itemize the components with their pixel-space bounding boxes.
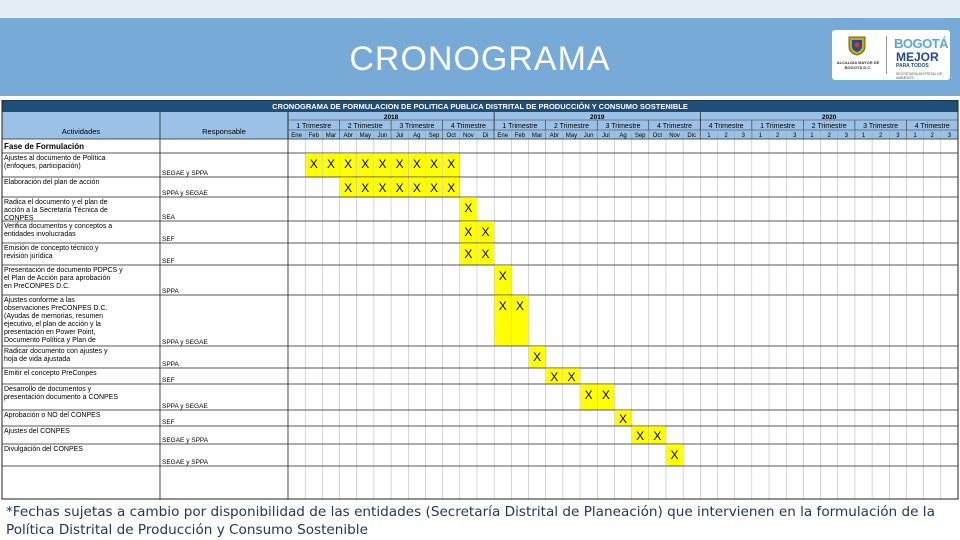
activity-text: observaciones PreCONPES D.C.	[4, 305, 108, 312]
activity-text: acción a la Secretaría Técnica de	[4, 207, 108, 214]
responsible-text: SPPA	[162, 288, 179, 295]
schedule-mark: X	[498, 299, 507, 313]
schedule-mark: X	[326, 157, 335, 171]
schedule-mark: X	[430, 181, 439, 195]
month-label: Ene	[291, 133, 302, 139]
month-label: Jul	[601, 133, 610, 139]
month-label: May	[359, 133, 371, 139]
month-label: 1	[758, 133, 763, 139]
logo-mejor: MEJOR	[896, 50, 939, 64]
schedule-mark: X	[481, 225, 490, 239]
schedule-mark: X	[584, 388, 593, 402]
schedule-mark: X	[344, 181, 353, 195]
schedule-mark: X	[378, 157, 387, 171]
responsible-text: SEA	[162, 214, 176, 221]
schedule-mark: X	[636, 429, 645, 443]
quarter-label: 3 Trimestre	[605, 123, 641, 130]
schedule-mark: X	[464, 201, 473, 215]
activity-text: Emisión de concepto técnico y	[4, 245, 99, 252]
responsible-text: SEF	[162, 258, 175, 265]
activity-text: Elaboración del plan de acción	[4, 179, 100, 186]
month-label: Abr	[343, 133, 353, 139]
quarter-label: 1 Trimestre	[502, 123, 538, 130]
quarter-label: 4 Trimestre	[450, 123, 486, 130]
responsible-text: SEGAE y SPPA	[162, 437, 209, 444]
quarter-label: 2 Trimestre	[811, 123, 847, 130]
quarter-label: 3 Trimestre	[399, 123, 435, 130]
month-label: Jul	[395, 133, 404, 139]
quarter-label: 3 Trimestre	[863, 123, 899, 130]
month-label: Sep	[634, 133, 646, 139]
month-label: 2	[827, 133, 831, 139]
schedule-mark: X	[515, 299, 524, 313]
schedule-mark: X	[653, 429, 662, 443]
month-label: Feb	[308, 133, 319, 139]
responsible-text: SEF	[162, 377, 175, 384]
schedule-mark: X	[464, 247, 473, 261]
schedule-mark: X	[498, 269, 507, 283]
month-label: 1	[913, 133, 917, 139]
month-label: 3	[896, 133, 900, 139]
activity-text: revisión jurídica	[4, 253, 53, 260]
month-label: 3	[844, 133, 849, 139]
month-label: Nov	[463, 133, 474, 139]
month-label: 2	[775, 133, 780, 139]
activity-text: Desarrollo de documentos y	[4, 386, 92, 393]
activity-text: Verifica documentos y conceptos a	[4, 223, 113, 230]
responsible-text: SEGAE y SPPA	[162, 170, 209, 177]
responsible-text: SEF	[162, 236, 175, 243]
activities-header: Actividades	[61, 127, 101, 136]
schedule-mark: X	[412, 157, 421, 171]
alcaldia-text: ALCALDÍA MAYOR DE BOGOTÁ D.C.	[836, 60, 880, 70]
schedule-mark: X	[447, 157, 456, 171]
responsible-text: SEGAE y SPPA	[162, 459, 209, 466]
schedule-sheet	[0, 100, 960, 500]
month-label: Oct	[446, 133, 456, 139]
month-label: Oct	[652, 133, 663, 139]
schedule-mark: X	[395, 157, 404, 171]
activity-text: presentación en Power Point,	[4, 329, 96, 336]
month-label: Jun	[377, 133, 388, 139]
month-label: 2	[930, 133, 934, 139]
quarter-label: 2 Trimestre	[347, 123, 383, 130]
table-title: CRONOGRAMA DE FORMULACION DE POLITICA PUBLICA DISTRITAL DE PRODUCCIÓN Y CONSUMO SOSTENIBLE	[272, 102, 688, 111]
activity-text: (enfoques, participación)	[4, 163, 81, 170]
responsible-text: SPPA	[162, 361, 179, 368]
quarter-label: 1 Trimestre	[760, 123, 796, 130]
month-label: Jun	[583, 133, 594, 139]
year-label: 2020	[821, 114, 837, 121]
schedule-mark: X	[618, 412, 628, 426]
month-label: Di	[482, 133, 489, 139]
activity-text: Radicar documento con ajustes y	[4, 348, 108, 355]
slide-title: CRONOGRAMA	[349, 40, 611, 78]
month-label: Mar	[325, 133, 337, 139]
bogota-logo	[832, 30, 950, 80]
month-label: 3	[793, 133, 797, 139]
quarter-label: 4 Trimestre	[914, 123, 950, 130]
month-label: 2	[879, 133, 883, 139]
logo-secretaria: SECRETARÍA DISTRITAL DE AMBIENTE	[896, 72, 943, 80]
month-label: Mar	[531, 133, 543, 139]
schedule-mark: X	[361, 181, 370, 195]
activity-text: Presentación de documento PDPCS y	[4, 267, 123, 274]
responsible-text: SPPA y SEGAE	[162, 190, 208, 197]
activity-text: ejecutivo, el plan de acción y la	[4, 321, 101, 328]
month-label: 2	[724, 133, 728, 139]
responsible-header: Responsable	[202, 127, 246, 136]
responsible-text: SEF	[162, 419, 175, 426]
schedule-mark: X	[464, 225, 473, 239]
schedule-mark: X	[344, 157, 353, 171]
month-label: 1	[810, 133, 814, 139]
logo-bogota: BOGOTÁ	[894, 36, 949, 51]
year-label: 2018	[383, 114, 399, 121]
responsible-text: SPPA y SEGAE	[162, 339, 208, 346]
schedule-mark: X	[378, 181, 387, 195]
month-label: Sep	[428, 133, 440, 139]
schedule-mark: X	[567, 370, 576, 384]
schedule-mark: X	[361, 157, 370, 171]
schedule-table	[0, 100, 960, 500]
activity-text: Ajustes del CONPES	[4, 428, 70, 435]
month-label: 1	[861, 133, 866, 139]
schedule-mark: X	[309, 157, 318, 171]
activity-text: CONPES	[4, 215, 34, 222]
month-label: Nov	[669, 133, 680, 139]
activity-text: entidades involucradas	[4, 231, 76, 238]
activity-text: hoja de vida ajustada	[4, 356, 71, 363]
schedule-mark: X	[412, 181, 421, 195]
logo-para-todos: PARA TODOS	[896, 63, 929, 69]
activity-text: el Plan de Acción para aprobación	[4, 275, 111, 282]
coat-of-arms-icon	[846, 34, 868, 56]
month-label: Abr	[549, 133, 559, 139]
schedule-mark: X	[430, 157, 439, 171]
activity-text: Documento Política y Plan de	[4, 337, 96, 344]
activity-text: presentación documento a CONPES	[4, 394, 119, 401]
quarter-label: 1 Trimestre	[296, 123, 332, 130]
schedule-mark: X	[670, 448, 679, 462]
activity-text: (Ayudas de memorias, resumen	[4, 313, 104, 320]
month-label: May	[565, 133, 578, 139]
schedule-mark: X	[447, 181, 456, 195]
schedule-mark: X	[395, 181, 404, 195]
top-strip	[0, 0, 960, 18]
table-border	[2, 100, 958, 499]
activity-text: en PreCONPES D.C.	[4, 283, 71, 290]
month-label: 3	[741, 133, 745, 139]
month-label: Ag	[413, 133, 421, 139]
schedule-mark: X	[601, 388, 610, 402]
logo-divider	[886, 36, 887, 74]
schedule-mark: X	[533, 350, 542, 364]
schedule-mark: X	[550, 370, 559, 384]
activity-text: Aprobación o NO del CONPES	[4, 412, 101, 419]
activity-text: Ajustes conforme a las	[4, 297, 75, 304]
month-label: Ene	[497, 133, 509, 139]
quarter-label: 4 Trimestre	[657, 123, 693, 130]
month-label: Ag	[619, 133, 627, 139]
year-label: 2019	[589, 114, 605, 121]
month-label: 3	[947, 133, 952, 139]
footnote: *Fechas sujetas a cambio por disponibilidad de las entidades (Secretaría Distrital de Planeación) que intervienen en la formulación de la Política Distrital de Producción y Consumo Sostenible	[6, 504, 935, 538]
quarter-label: 2 Trimestre	[553, 123, 589, 130]
phase-label: Fase de Formulación	[4, 142, 85, 151]
month-label: Feb	[514, 133, 526, 139]
responsible-text: SPPA y SEGAE	[162, 403, 208, 410]
activity-text: Ajustes al documento de Política	[4, 155, 106, 162]
month-label: 1	[707, 133, 711, 139]
activity-text: Emitir el concepto PreConpes	[4, 370, 97, 377]
activity-text: Divulgación del CONPES	[4, 446, 83, 453]
month-label: Dic	[687, 133, 697, 139]
schedule-mark: X	[481, 247, 490, 261]
activity-text: Radica el documento y el plan de	[4, 199, 108, 206]
quarter-label: 4 Trimestre	[708, 123, 744, 130]
